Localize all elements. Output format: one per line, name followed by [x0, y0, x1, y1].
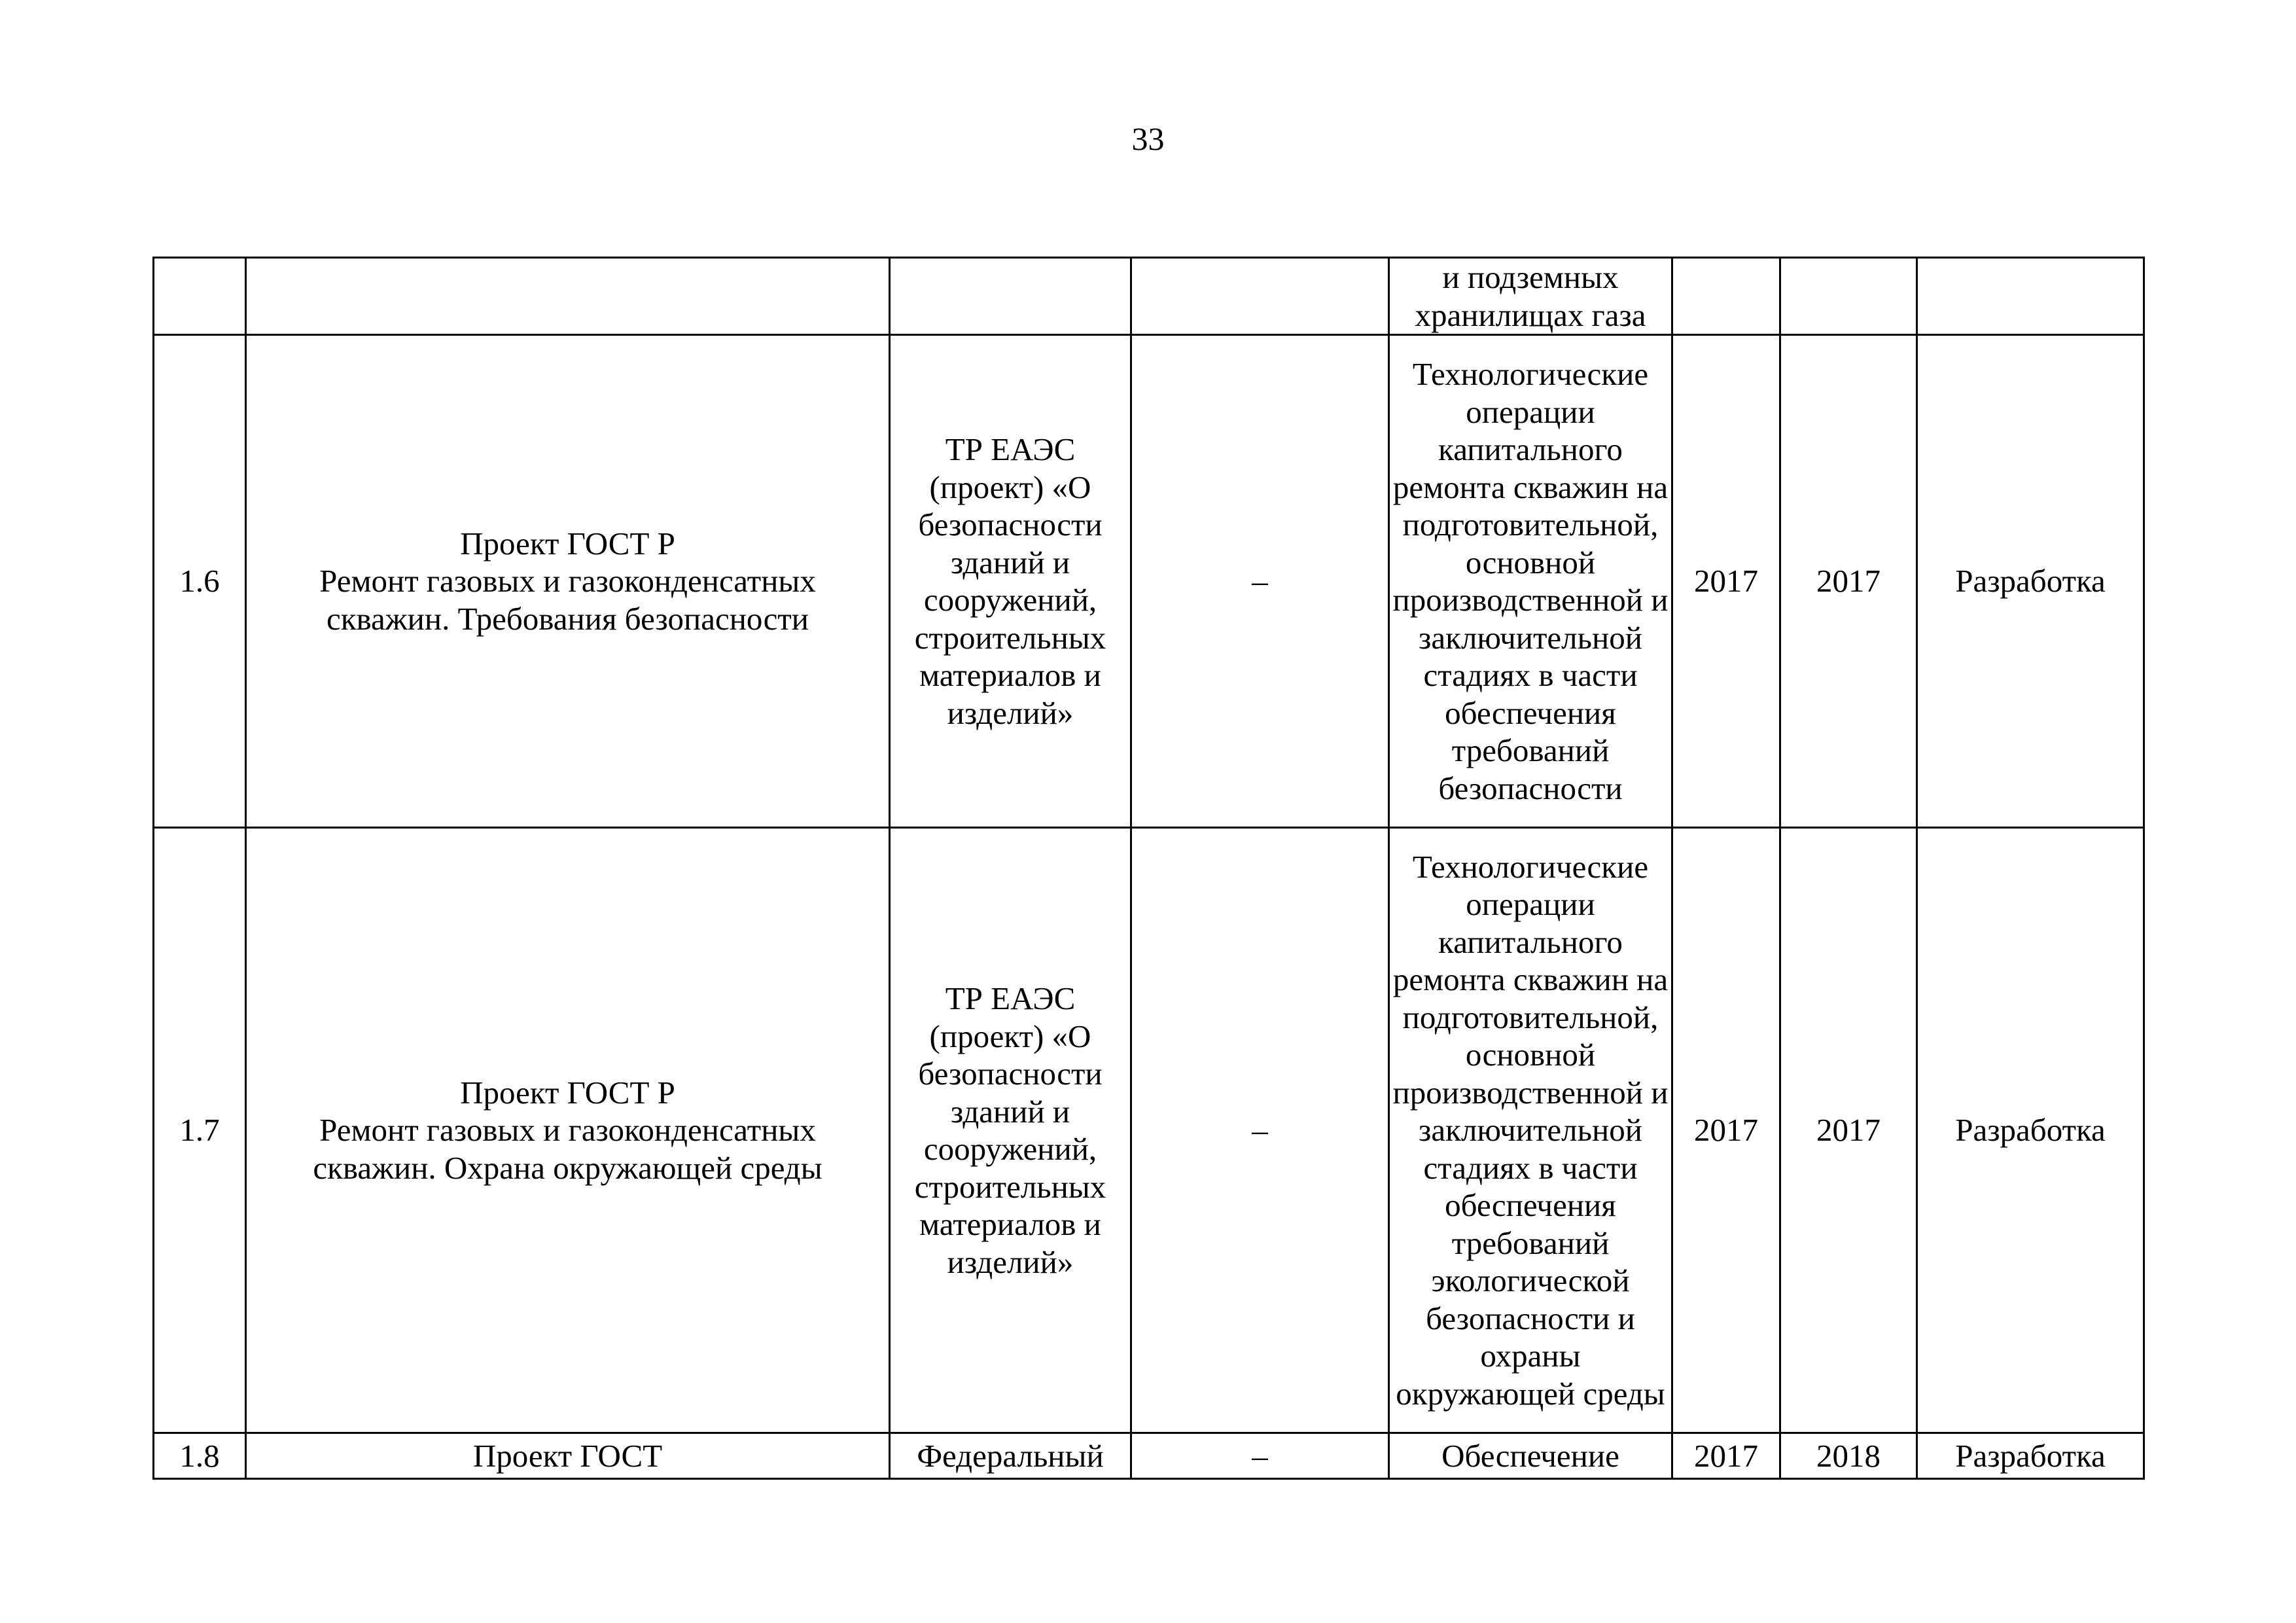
cell-status: Разработка: [1917, 1433, 2144, 1479]
cell-start-year: 2017: [1672, 1433, 1780, 1479]
cell-end-year: 2017: [1780, 828, 1917, 1433]
name-line-2: Ремонт газовых и газоконденсатных скважин. Требования безопасности: [319, 563, 816, 637]
cell-number: 1.7: [154, 828, 246, 1433]
cell-number: 1.8: [154, 1433, 246, 1479]
cell-col4: [1131, 258, 1389, 335]
cell-col4: –: [1131, 1433, 1389, 1479]
cell-regulation: ТР ЕАЭС (проект) «О безопасности зданий и сооружений, строительных материалов и изделий»: [890, 828, 1131, 1433]
cell-status: Разработка: [1917, 828, 2144, 1433]
cell-regulation: ТР ЕАЭС (проект) «О безопасности зданий и сооружений, строительных материалов и изделий»: [890, 335, 1131, 828]
name-line-1: Проект ГОСТ Р: [460, 1074, 675, 1111]
cell-start-year: 2017: [1672, 828, 1780, 1433]
cell-purpose: и подземных хранилищах газа: [1389, 258, 1672, 335]
cell-start-year: 2017: [1672, 335, 1780, 828]
cell-start-year: [1672, 258, 1780, 335]
table-row: [154, 828, 2144, 1433]
cell-end-year: [1780, 258, 1917, 335]
table-row: [154, 1433, 2144, 1479]
cell-name: [246, 335, 890, 828]
continuation-row: [154, 258, 2144, 335]
cell-number: 1.6: [154, 335, 246, 828]
cell-end-year: 2018: [1780, 1433, 1917, 1479]
cell-status: Разработка: [1917, 335, 2144, 828]
page-number: 33: [1131, 120, 1165, 157]
name-line-1: Проект ГОСТ Р: [460, 525, 675, 562]
cell-purpose: Технологические операции капитального ремонта скважин на подготовительной, основной производственной и заключительной стадиях в части обеспечения требований экологической безопасности и охраны окружающей среды: [1389, 828, 1672, 1433]
standards-table: [152, 257, 2145, 1480]
cell-status: [1917, 258, 2144, 335]
cell-regulation: Федеральный: [890, 1433, 1131, 1479]
cell-name: Проект ГОСТ: [246, 1433, 890, 1479]
table-row: [154, 335, 2144, 828]
cell-regulation: [890, 258, 1131, 335]
cell-name: [246, 828, 890, 1433]
cell-name: [246, 258, 890, 335]
cell-col4: –: [1131, 335, 1389, 828]
name-line-2: Ремонт газовых и газоконденсатных скважин. Охрана окружающей среды: [313, 1112, 822, 1186]
cell-number: [154, 258, 246, 335]
cell-end-year: 2017: [1780, 335, 1917, 828]
cell-purpose: Технологические операции капитального ремонта скважин на подготовительной, основной производственной и заключительной стадиях в части обеспечения требований безопасности: [1389, 335, 1672, 828]
cell-purpose: Обеспечение: [1389, 1433, 1672, 1479]
cell-col4: –: [1131, 828, 1389, 1433]
